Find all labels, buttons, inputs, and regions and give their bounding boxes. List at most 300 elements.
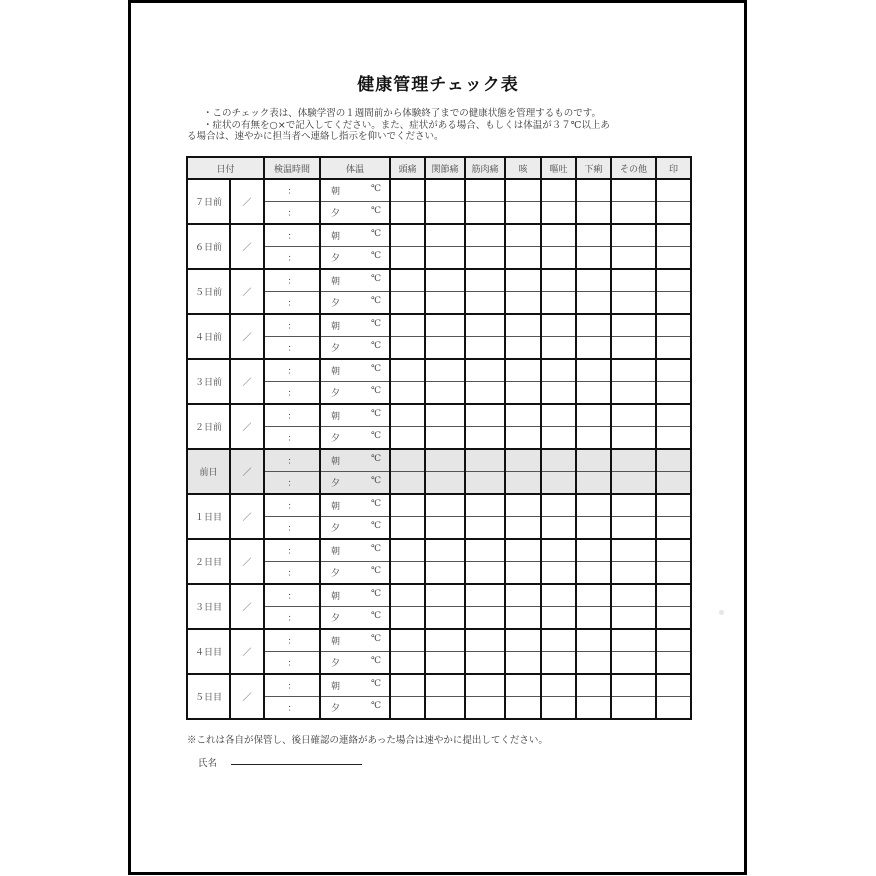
date-field[interactable]: ／	[230, 269, 264, 314]
diarrhea-cell[interactable]	[576, 494, 611, 517]
diarrhea-cell[interactable]	[576, 472, 611, 495]
joint-pain-cell[interactable]	[425, 314, 465, 337]
headache-cell[interactable]	[390, 247, 425, 270]
morning-label: 朝	[331, 502, 341, 512]
table-row	[187, 314, 691, 337]
headache-cell[interactable]	[390, 427, 425, 450]
diarrhea-cell[interactable]	[576, 337, 611, 360]
other-cell[interactable]	[611, 472, 656, 495]
cough-cell[interactable]	[505, 224, 541, 247]
temperature-field[interactable]	[320, 292, 390, 315]
check-time-field[interactable]: ：	[264, 404, 320, 427]
other-cell[interactable]	[611, 584, 656, 607]
temperature-field[interactable]	[320, 179, 390, 202]
temperature-field[interactable]	[320, 337, 390, 360]
check-time-field[interactable]: ：	[264, 539, 320, 562]
other-cell[interactable]	[611, 427, 656, 450]
seal-cell[interactable]	[656, 539, 691, 562]
headache-cell[interactable]	[390, 382, 425, 405]
joint-pain-cell[interactable]	[425, 472, 465, 495]
date-field[interactable]: ／	[230, 359, 264, 404]
other-cell[interactable]	[611, 449, 656, 472]
celsius-unit: ℃	[370, 589, 382, 599]
vomiting-cell[interactable]	[541, 247, 576, 270]
vomiting-cell[interactable]	[541, 562, 576, 585]
joint-pain-cell[interactable]	[425, 224, 465, 247]
muscle-pain-cell[interactable]	[465, 269, 505, 292]
headache-cell[interactable]	[390, 269, 425, 292]
other-cell[interactable]	[611, 202, 656, 225]
seal-cell[interactable]	[656, 404, 691, 427]
other-cell[interactable]	[611, 607, 656, 630]
joint-pain-cell[interactable]	[425, 607, 465, 630]
celsius-unit: ℃	[370, 544, 382, 554]
headache-cell[interactable]	[390, 179, 425, 202]
vomiting-cell[interactable]	[541, 652, 576, 675]
cough-cell[interactable]	[505, 314, 541, 337]
celsius-unit: ℃	[370, 229, 382, 239]
check-time-field[interactable]: ：	[264, 562, 320, 585]
other-cell[interactable]	[611, 494, 656, 517]
muscle-pain-cell[interactable]	[465, 652, 505, 675]
cough-cell[interactable]	[505, 697, 541, 720]
muscle-pain-cell[interactable]	[465, 427, 505, 450]
joint-pain-cell[interactable]	[425, 562, 465, 585]
check-time-field[interactable]: ：	[264, 697, 320, 720]
muscle-pain-cell[interactable]	[465, 404, 505, 427]
joint-pain-cell[interactable]	[425, 404, 465, 427]
temperature-field[interactable]	[320, 427, 390, 450]
headache-cell[interactable]	[390, 337, 425, 360]
other-cell[interactable]	[611, 652, 656, 675]
morning-label: 朝	[331, 592, 341, 602]
temperature-field[interactable]	[320, 359, 390, 382]
other-cell[interactable]	[611, 629, 656, 652]
check-time-field[interactable]: ：	[264, 652, 320, 675]
joint-pain-cell[interactable]	[425, 179, 465, 202]
day-label: ４日前	[187, 314, 230, 359]
day-label: ６日前	[187, 224, 230, 269]
temperature-field[interactable]	[320, 629, 390, 652]
muscle-pain-cell[interactable]	[465, 382, 505, 405]
vomiting-cell[interactable]	[541, 314, 576, 337]
other-cell[interactable]	[611, 562, 656, 585]
headache-cell[interactable]	[390, 607, 425, 630]
cough-cell[interactable]	[505, 427, 541, 450]
celsius-unit: ℃	[370, 274, 382, 284]
diarrhea-cell[interactable]	[576, 449, 611, 472]
diarrhea-cell[interactable]	[576, 517, 611, 540]
cough-cell[interactable]	[505, 337, 541, 360]
check-time-field[interactable]: ：	[264, 382, 320, 405]
vomiting-cell[interactable]	[541, 269, 576, 292]
temperature-field[interactable]	[320, 247, 390, 270]
other-cell[interactable]	[611, 517, 656, 540]
muscle-pain-cell[interactable]	[465, 292, 505, 315]
morning-label: 朝	[331, 547, 341, 557]
diarrhea-cell[interactable]	[576, 179, 611, 202]
other-cell[interactable]	[611, 539, 656, 562]
cough-cell[interactable]	[505, 562, 541, 585]
joint-pain-cell[interactable]	[425, 494, 465, 517]
temperature-field[interactable]	[320, 584, 390, 607]
joint-pain-cell[interactable]	[425, 652, 465, 675]
day-label: ５日目	[187, 674, 230, 719]
diarrhea-cell[interactable]	[576, 382, 611, 405]
temperature-field[interactable]	[320, 472, 390, 495]
date-field[interactable]: ／	[230, 224, 264, 269]
vomiting-cell[interactable]	[541, 697, 576, 720]
date-field[interactable]: ／	[230, 494, 264, 539]
muscle-pain-cell[interactable]	[465, 179, 505, 202]
vomiting-cell[interactable]	[541, 584, 576, 607]
cough-cell[interactable]	[505, 674, 541, 697]
diarrhea-cell[interactable]	[576, 652, 611, 675]
seal-cell[interactable]	[656, 337, 691, 360]
cough-cell[interactable]	[505, 629, 541, 652]
vomiting-cell[interactable]	[541, 472, 576, 495]
table-row	[187, 179, 691, 202]
celsius-unit: ℃	[370, 184, 382, 194]
other-cell[interactable]	[611, 247, 656, 270]
diarrhea-cell[interactable]	[576, 607, 611, 630]
cough-cell[interactable]	[505, 607, 541, 630]
seal-cell[interactable]	[656, 202, 691, 225]
joint-pain-cell[interactable]	[425, 202, 465, 225]
vomiting-cell[interactable]	[541, 607, 576, 630]
date-field[interactable]: ／	[230, 179, 264, 224]
diarrhea-cell[interactable]	[576, 224, 611, 247]
check-time-field[interactable]: ：	[264, 584, 320, 607]
joint-pain-cell[interactable]	[425, 674, 465, 697]
headache-cell[interactable]	[390, 449, 425, 472]
seal-cell[interactable]	[656, 382, 691, 405]
other-cell[interactable]	[611, 292, 656, 315]
muscle-pain-cell[interactable]	[465, 472, 505, 495]
joint-pain-cell[interactable]	[425, 427, 465, 450]
diarrhea-cell[interactable]	[576, 359, 611, 382]
seal-cell[interactable]	[656, 314, 691, 337]
seal-cell[interactable]	[656, 562, 691, 585]
diarrhea-cell[interactable]	[576, 674, 611, 697]
check-time-field[interactable]: ：	[264, 202, 320, 225]
cough-cell[interactable]	[505, 269, 541, 292]
temperature-field[interactable]	[320, 202, 390, 225]
headache-cell[interactable]	[390, 359, 425, 382]
day-label: ７日前	[187, 179, 230, 224]
date-field[interactable]: ／	[230, 674, 264, 719]
seal-cell[interactable]	[656, 652, 691, 675]
celsius-unit: ℃	[370, 341, 382, 351]
date-field[interactable]: ／	[230, 314, 264, 359]
celsius-unit: ℃	[370, 611, 382, 621]
check-time-field[interactable]: ：	[264, 494, 320, 517]
vomiting-cell[interactable]	[541, 179, 576, 202]
diarrhea-cell[interactable]	[576, 269, 611, 292]
joint-pain-cell[interactable]	[425, 292, 465, 315]
joint-pain-cell[interactable]	[425, 584, 465, 607]
muscle-pain-cell[interactable]	[465, 517, 505, 540]
muscle-pain-cell[interactable]	[465, 539, 505, 562]
headache-cell[interactable]	[390, 517, 425, 540]
diarrhea-cell[interactable]	[576, 539, 611, 562]
headache-cell[interactable]	[390, 697, 425, 720]
table-row	[187, 269, 691, 292]
muscle-pain-cell[interactable]	[465, 584, 505, 607]
joint-pain-cell[interactable]	[425, 382, 465, 405]
check-time-field[interactable]: ：	[264, 472, 320, 495]
seal-cell[interactable]	[656, 224, 691, 247]
diarrhea-cell[interactable]	[576, 202, 611, 225]
joint-pain-cell[interactable]	[425, 359, 465, 382]
other-cell[interactable]	[611, 179, 656, 202]
joint-pain-cell[interactable]	[425, 697, 465, 720]
cough-cell[interactable]	[505, 202, 541, 225]
table-row	[187, 404, 691, 427]
other-cell[interactable]	[611, 269, 656, 292]
muscle-pain-cell[interactable]	[465, 314, 505, 337]
vomiting-cell[interactable]	[541, 224, 576, 247]
joint-pain-cell[interactable]	[425, 517, 465, 540]
temperature-field[interactable]	[320, 269, 390, 292]
cough-cell[interactable]	[505, 359, 541, 382]
headache-cell[interactable]	[390, 404, 425, 427]
footer-note: ※これは各自が保管し、後日確認の連絡があった場合は速やかに提出してください。	[187, 735, 548, 746]
instruction-line-3: る場合は、速やかに担当者へ連絡し指示を仰いでください。	[187, 131, 444, 142]
other-cell[interactable]	[611, 697, 656, 720]
headache-cell[interactable]	[390, 472, 425, 495]
check-time-field[interactable]: ：	[264, 337, 320, 360]
joint-pain-cell[interactable]	[425, 449, 465, 472]
headache-cell[interactable]	[390, 539, 425, 562]
headache-cell[interactable]	[390, 224, 425, 247]
morning-label: 朝	[331, 682, 341, 692]
vomiting-cell[interactable]	[541, 382, 576, 405]
headache-cell[interactable]	[390, 629, 425, 652]
check-time-field[interactable]: ：	[264, 179, 320, 202]
headache-cell[interactable]	[390, 652, 425, 675]
other-cell[interactable]	[611, 404, 656, 427]
muscle-pain-cell[interactable]	[465, 247, 505, 270]
headache-cell[interactable]	[390, 292, 425, 315]
cough-cell[interactable]	[505, 517, 541, 540]
table-row	[187, 224, 691, 247]
vomiting-cell[interactable]	[541, 427, 576, 450]
table-row	[187, 674, 691, 697]
cough-cell[interactable]	[505, 539, 541, 562]
health-check-table	[186, 156, 692, 720]
vomiting-cell[interactable]	[541, 292, 576, 315]
temperature-field[interactable]	[320, 449, 390, 472]
check-time-field[interactable]: ：	[264, 427, 320, 450]
temperature-field[interactable]	[320, 607, 390, 630]
name-label: 氏名	[198, 758, 218, 769]
seal-cell[interactable]	[656, 472, 691, 495]
evening-label: 夕	[331, 254, 341, 264]
diarrhea-cell[interactable]	[576, 427, 611, 450]
table-row	[187, 494, 691, 517]
cough-cell[interactable]	[505, 584, 541, 607]
vomiting-cell[interactable]	[541, 337, 576, 360]
celsius-unit: ℃	[370, 431, 382, 441]
check-time-field[interactable]: ：	[264, 359, 320, 382]
evening-label: 夕	[331, 569, 341, 579]
header-joint-pain: 関節痛	[425, 157, 465, 179]
check-time-field[interactable]: ：	[264, 314, 320, 337]
temperature-field[interactable]	[320, 539, 390, 562]
joint-pain-cell[interactable]	[425, 247, 465, 270]
vomiting-cell[interactable]	[541, 449, 576, 472]
diarrhea-cell[interactable]	[576, 629, 611, 652]
temperature-field[interactable]	[320, 382, 390, 405]
diarrhea-cell[interactable]	[576, 247, 611, 270]
vomiting-cell[interactable]	[541, 202, 576, 225]
header-date: 日付	[187, 157, 264, 179]
check-time-field[interactable]: ：	[264, 449, 320, 472]
temperature-field[interactable]	[320, 697, 390, 720]
temperature-field[interactable]	[320, 494, 390, 517]
seal-cell[interactable]	[656, 607, 691, 630]
vomiting-cell[interactable]	[541, 359, 576, 382]
celsius-unit: ℃	[370, 634, 382, 644]
seal-cell[interactable]	[656, 584, 691, 607]
table-row	[187, 539, 691, 562]
muscle-pain-cell[interactable]	[465, 337, 505, 360]
check-time-field[interactable]: ：	[264, 629, 320, 652]
joint-pain-cell[interactable]	[425, 629, 465, 652]
joint-pain-cell[interactable]	[425, 539, 465, 562]
header-seal: 印	[656, 157, 691, 179]
temperature-field[interactable]	[320, 224, 390, 247]
muscle-pain-cell[interactable]	[465, 562, 505, 585]
vomiting-cell[interactable]	[541, 629, 576, 652]
check-time-field[interactable]: ：	[264, 224, 320, 247]
seal-cell[interactable]	[656, 697, 691, 720]
celsius-unit: ℃	[370, 296, 382, 306]
diarrhea-cell[interactable]	[576, 292, 611, 315]
muscle-pain-cell[interactable]	[465, 202, 505, 225]
temperature-field[interactable]	[320, 404, 390, 427]
headache-cell[interactable]	[390, 314, 425, 337]
seal-cell[interactable]	[656, 269, 691, 292]
page-title: 健康管理チェック表	[357, 75, 519, 95]
joint-pain-cell[interactable]	[425, 269, 465, 292]
seal-cell[interactable]	[656, 629, 691, 652]
headache-cell[interactable]	[390, 202, 425, 225]
seal-cell[interactable]	[656, 517, 691, 540]
header-row	[187, 157, 691, 179]
muscle-pain-cell[interactable]	[465, 674, 505, 697]
cough-cell[interactable]	[505, 652, 541, 675]
check-time-field[interactable]: ：	[264, 607, 320, 630]
temperature-field[interactable]	[320, 674, 390, 697]
headache-cell[interactable]	[390, 494, 425, 517]
name-field-line[interactable]	[231, 764, 362, 765]
diarrhea-cell[interactable]	[576, 404, 611, 427]
morning-label: 朝	[331, 232, 341, 242]
vomiting-cell[interactable]	[541, 674, 576, 697]
date-field[interactable]: ／	[230, 449, 264, 494]
date-field[interactable]: ／	[230, 404, 264, 449]
vomiting-cell[interactable]	[541, 404, 576, 427]
day-label: ２日目	[187, 539, 230, 584]
other-cell[interactable]	[611, 674, 656, 697]
cough-cell[interactable]	[505, 472, 541, 495]
day-label: １日目	[187, 494, 230, 539]
check-time-field[interactable]: ：	[264, 269, 320, 292]
day-label: ５日前	[187, 269, 230, 314]
seal-cell[interactable]	[656, 494, 691, 517]
headache-cell[interactable]	[390, 674, 425, 697]
cough-cell[interactable]	[505, 247, 541, 270]
other-cell[interactable]	[611, 382, 656, 405]
check-time-field[interactable]: ：	[264, 517, 320, 540]
temperature-field[interactable]	[320, 314, 390, 337]
diarrhea-cell[interactable]	[576, 314, 611, 337]
celsius-unit: ℃	[370, 319, 382, 329]
muscle-pain-cell[interactable]	[465, 224, 505, 247]
muscle-pain-cell[interactable]	[465, 494, 505, 517]
vomiting-cell[interactable]	[541, 539, 576, 562]
seal-cell[interactable]	[656, 292, 691, 315]
muscle-pain-cell[interactable]	[465, 697, 505, 720]
cough-cell[interactable]	[505, 494, 541, 517]
date-field[interactable]: ／	[230, 629, 264, 674]
cough-cell[interactable]	[505, 292, 541, 315]
check-time-field[interactable]: ：	[264, 292, 320, 315]
vomiting-cell[interactable]	[541, 517, 576, 540]
date-field[interactable]: ／	[230, 584, 264, 629]
cough-cell[interactable]	[505, 449, 541, 472]
muscle-pain-cell[interactable]	[465, 629, 505, 652]
vomiting-cell[interactable]	[541, 494, 576, 517]
temperature-field[interactable]	[320, 562, 390, 585]
temperature-field[interactable]	[320, 652, 390, 675]
joint-pain-cell[interactable]	[425, 337, 465, 360]
temperature-field[interactable]	[320, 517, 390, 540]
other-cell[interactable]	[611, 224, 656, 247]
other-cell[interactable]	[611, 359, 656, 382]
celsius-unit: ℃	[370, 521, 382, 531]
header-vomiting: 嘔吐	[541, 157, 576, 179]
muscle-pain-cell[interactable]	[465, 449, 505, 472]
evening-label: 夕	[331, 479, 341, 489]
seal-cell[interactable]	[656, 449, 691, 472]
check-time-field[interactable]: ：	[264, 247, 320, 270]
headache-cell[interactable]	[390, 584, 425, 607]
check-time-field[interactable]: ：	[264, 674, 320, 697]
other-cell[interactable]	[611, 314, 656, 337]
cough-cell[interactable]	[505, 179, 541, 202]
seal-cell[interactable]	[656, 674, 691, 697]
seal-cell[interactable]	[656, 247, 691, 270]
muscle-pain-cell[interactable]	[465, 607, 505, 630]
headache-cell[interactable]	[390, 562, 425, 585]
muscle-pain-cell[interactable]	[465, 359, 505, 382]
other-cell[interactable]	[611, 337, 656, 360]
diarrhea-cell[interactable]	[576, 584, 611, 607]
seal-cell[interactable]	[656, 359, 691, 382]
seal-cell[interactable]	[656, 179, 691, 202]
cough-cell[interactable]	[505, 382, 541, 405]
celsius-unit: ℃	[370, 251, 382, 261]
seal-cell[interactable]	[656, 427, 691, 450]
date-field[interactable]: ／	[230, 539, 264, 584]
diarrhea-cell[interactable]	[576, 562, 611, 585]
cough-cell[interactable]	[505, 404, 541, 427]
evening-label: 夕	[331, 659, 341, 669]
diarrhea-cell[interactable]	[576, 697, 611, 720]
